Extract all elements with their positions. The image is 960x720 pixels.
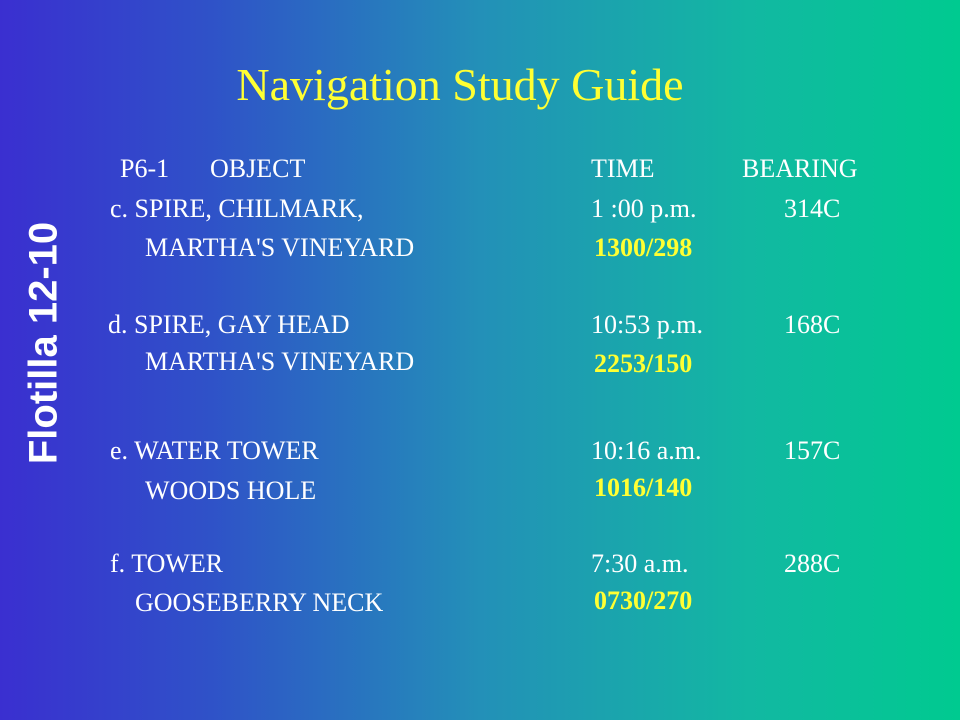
header-bearing: BEARING xyxy=(742,154,858,183)
row-c-object-line2: MARTHA'S VINEYARD xyxy=(145,233,415,262)
row-e-object-line2: WOODS HOLE xyxy=(145,476,317,505)
row-e-bearing: 157C xyxy=(784,436,841,465)
row-d-time: 10:53 p.m. xyxy=(591,310,703,339)
row-c-answer: 1300/298 xyxy=(594,233,693,262)
row-c-bearing: 314C xyxy=(784,194,841,223)
row-d-answer: 2253/150 xyxy=(594,349,693,378)
row-d-bearing: 168C xyxy=(784,310,841,339)
header-problem: P6-1 xyxy=(120,154,170,183)
row-f-time: 7:30 a.m. xyxy=(591,549,689,578)
row-c-object-line1: c. SPIRE, CHILMARK, xyxy=(110,194,364,223)
row-d-object-line1: d. SPIRE, GAY HEAD xyxy=(108,310,350,339)
header-object: OBJECT xyxy=(210,154,306,183)
row-f-object-line1: f. TOWER xyxy=(110,549,224,578)
row-e-time: 10:16 a.m. xyxy=(591,436,702,465)
side-label: Flotilla 12-10 xyxy=(21,221,66,465)
row-c-time: 1 :00 p.m. xyxy=(591,194,697,223)
header-time: TIME xyxy=(591,154,655,183)
row-e-answer: 1016/140 xyxy=(594,473,693,502)
row-f-answer: 0730/270 xyxy=(594,586,693,615)
row-f-object-line2: GOOSEBERRY NECK xyxy=(135,588,384,617)
row-e-object-line1: e. WATER TOWER xyxy=(110,436,319,465)
page-title: Navigation Study Guide xyxy=(236,59,684,110)
row-f-bearing: 288C xyxy=(784,549,841,578)
row-d-object-line2: MARTHA'S VINEYARD xyxy=(145,347,415,376)
